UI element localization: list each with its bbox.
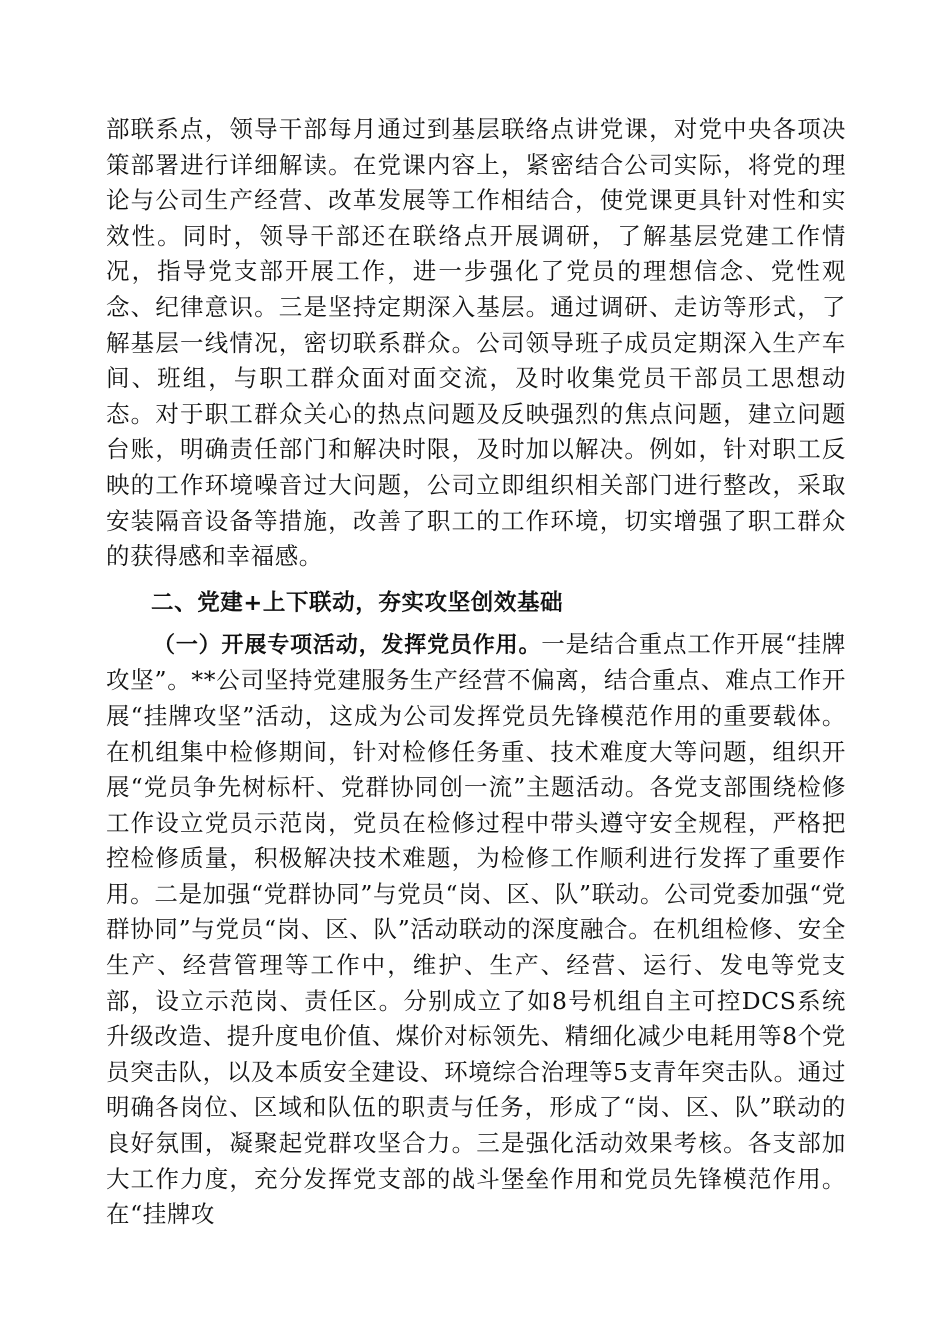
subsection-body: 一是结合重点工作开展“挂牌攻坚”。**公司坚持党建服务生产经营不偏离，结合重点、难点工作开展“挂牌攻坚”活动，这成为公司发挥党员先锋模范作用的重要载体。在机组集中检修期间，针对检修任务重、技术难度大等问题，组织开展“党员争先树标杆、党群协同创一流”主题活动。各党支部围绕检修工作设立党员示范岗，党员在检修过程中带头遵守安全规程，严格把控检修质量，积极解决技术难题，为检修工作顺利进行发挥了重要作用。二是加强“党群协同”与党员“岗、区、队”联动。公司党委加强“党群协同”与党员“岗、区、队”活动联动的深度融合。在机组检修、安全生产、经营管理等工作中，维护、生产、经营、运行、发电等党支部，设立示范岗、责任区。分别成立了如8号机组自主可控DCS系统升级改造、提升度电价值、煤价对标领先、精细化减少电耗用等8个党员突击队，以及本质安全建设、环境综合治理等5支青年突击队。通过明确各岗位、区域和队伍的职责与任务，形成了“岗、区、队”联动的良好氛围，凝聚起党群攻坚合力。三是强化活动效果考核。各支部加大工作力度，充分发挥党支部的战斗堡垒作用和党员先锋模范作用。在“挂牌攻 bbox=[106, 629, 846, 1229]
subsection-paragraph bbox=[106, 627, 846, 1233]
document-body bbox=[106, 112, 846, 1233]
section-heading: 二、党建+上下联动，夯实攻坚创效基础 bbox=[151, 589, 564, 616]
continued-paragraph: 部联系点，领导干部每月通过到基层联络点讲党课，对党中央各项决策部署进行详细解读。在党课内容上，紧密结合公司实际，将党的理论与公司生产经营、改革发展等工作相结合，使党课更具针对性和实效性。同时，领导干部还在联络点开展调研，了解基层党建工作情况，指导党支部开展工作，进一步强化了党员的理想信念、党性观念、纪律意识。三是坚持定期深入基层。通过调研、走访等形式，了解基层一线情况，密切联系群众。公司领导班子成员定期深入生产车间、班组，与职工群众面对面交流，及时收集党员干部员工思想动态。对于职工群众关心的热点问题及反映强烈的焦点问题，建立问题台账，明确责任部门和解决时限，及时加以解决。例如，针对职工反映的工作环境噪音过大问题，公司立即组织相关部门进行整改，采取安装隔音设备等措施，改善了职工的工作环境，切实增强了职工群众的获得感和幸福感。 bbox=[106, 115, 846, 571]
subsection-lead: （一）开展专项活动，发挥党员作用。 bbox=[153, 632, 542, 658]
